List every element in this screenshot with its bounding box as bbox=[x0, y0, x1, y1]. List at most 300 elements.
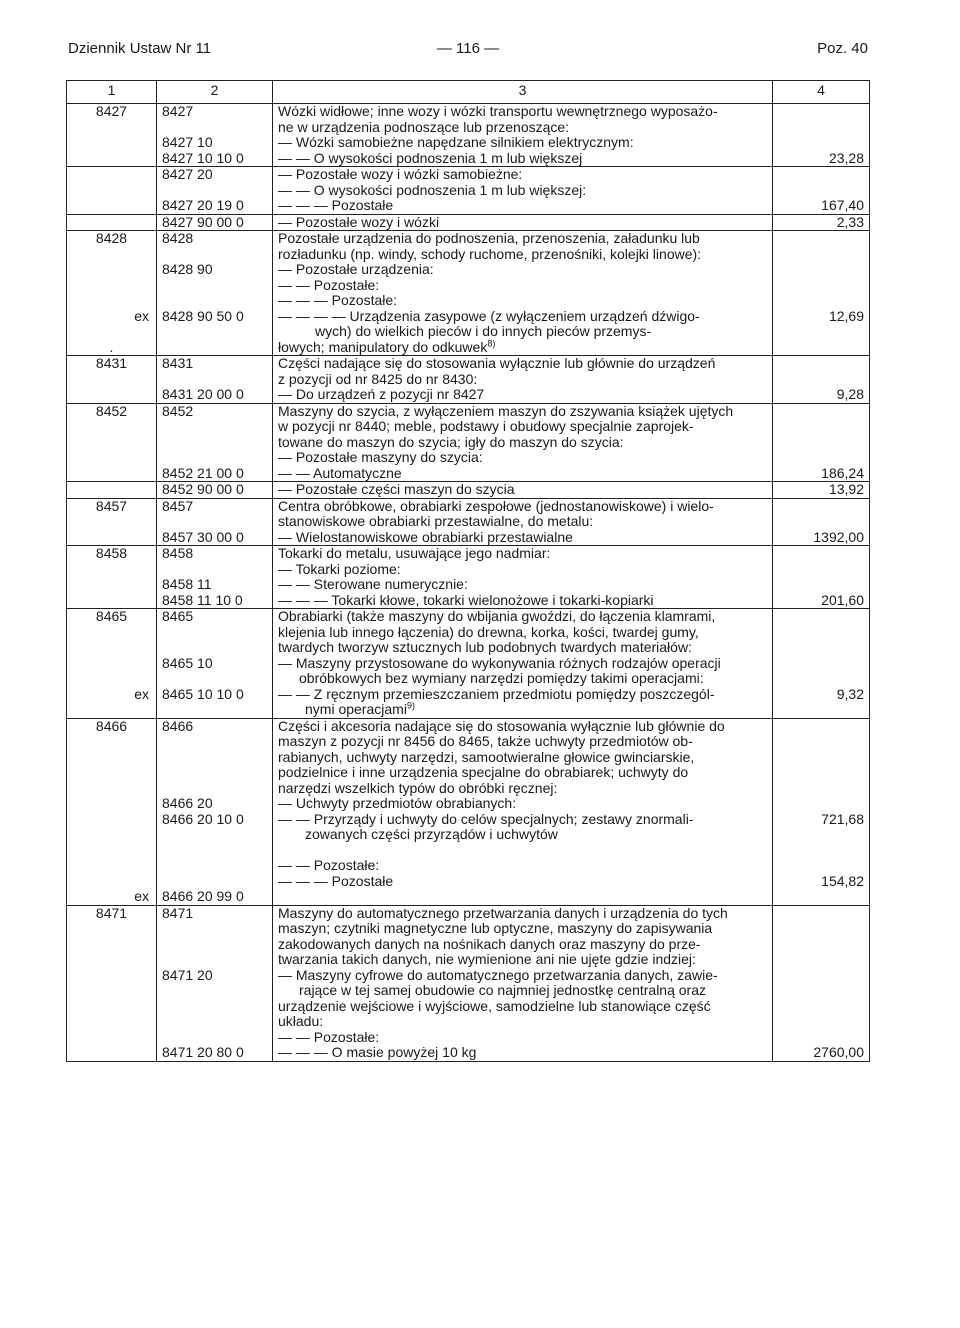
text-line: 8465 bbox=[162, 608, 194, 624]
text-line: 8466 20 99 0 bbox=[162, 888, 244, 904]
text-line bbox=[778, 419, 864, 435]
text-line bbox=[162, 340, 267, 356]
text-line bbox=[778, 278, 864, 294]
text-line: — — — — Urządzenia zasypowe (z wyłączeniem urządzeń dźwigo- bbox=[278, 307, 700, 324]
cn-code-cell bbox=[157, 356, 273, 404]
text-line bbox=[72, 198, 151, 214]
text-line: 8427 20 19 0 bbox=[162, 197, 244, 213]
text-line bbox=[162, 781, 267, 797]
heading-number-cell bbox=[67, 231, 157, 356]
text-line: — — Pozostałe: bbox=[278, 857, 380, 873]
text-line bbox=[778, 921, 864, 937]
text-line: 8465 10 10 0 bbox=[162, 685, 244, 702]
text-line bbox=[72, 135, 151, 151]
text-line bbox=[778, 625, 864, 641]
table-row bbox=[67, 546, 870, 609]
text-line bbox=[72, 796, 151, 812]
text-line: podzielnice i inne urządzenia specjalne do obrabiarek; uchwyty do bbox=[278, 764, 689, 780]
text-line bbox=[72, 151, 151, 167]
text-line bbox=[72, 466, 151, 482]
text-line: Części nadające się do stosowania wyłącznie lub głównie do urządzeń bbox=[278, 355, 716, 371]
text-line bbox=[72, 215, 151, 231]
text-line bbox=[72, 120, 151, 136]
text-line bbox=[162, 671, 267, 687]
text-line: urządzenie wejściowe i wyjściowe, samodzielne lub stanowiące część bbox=[278, 997, 711, 1014]
text-line bbox=[162, 435, 267, 451]
text-line: — Wózki samobieżne napędzane silnikiem elektrycznym: bbox=[278, 134, 634, 150]
text-line bbox=[72, 968, 151, 984]
description-cell bbox=[273, 498, 773, 546]
text-line: ne w urządzenia podnoszące lub przenoszące: bbox=[278, 118, 570, 135]
heading-number-cell bbox=[67, 482, 157, 499]
quota-value-cell bbox=[773, 214, 870, 231]
text-line: — — Pozostałe: bbox=[278, 276, 380, 293]
text-line bbox=[72, 983, 151, 999]
text-line: towane do maszyn do szycia; igły do maszyn do szycia: bbox=[278, 433, 624, 450]
text-line: ex bbox=[134, 685, 149, 702]
cn-code-cell bbox=[157, 905, 273, 1061]
table-row bbox=[67, 905, 870, 1061]
text-line: 8428 bbox=[95, 230, 128, 246]
description-cell bbox=[273, 231, 773, 356]
text-line bbox=[162, 247, 267, 263]
text-line: 167,40 bbox=[821, 197, 864, 213]
text-line bbox=[162, 278, 267, 294]
description-cell bbox=[273, 214, 773, 231]
text-line: 8427 bbox=[95, 103, 128, 119]
text-line bbox=[162, 874, 267, 890]
text-line bbox=[162, 765, 267, 781]
table-row bbox=[67, 167, 870, 215]
description-cell bbox=[273, 546, 773, 609]
text-line: 8457 bbox=[95, 497, 128, 514]
text-line: 8427 10 10 0 bbox=[162, 149, 244, 166]
text-line bbox=[72, 999, 151, 1015]
text-line: — Pozostałe wozy i wózki bbox=[278, 213, 440, 230]
text-line bbox=[162, 120, 267, 136]
text-line bbox=[162, 640, 267, 656]
text-line bbox=[778, 656, 864, 672]
text-line: Maszyny do automatycznego przetwarzania danych i urządzenia do tych bbox=[278, 904, 728, 921]
heading-number-cell bbox=[67, 905, 157, 1061]
text-line: z pozycji od nr 8425 do nr 8430: bbox=[278, 370, 478, 387]
text-line bbox=[278, 843, 767, 859]
text-line: — Maszyny cyfrowe do automatycznego przetwarzania danych, zawie- bbox=[278, 966, 718, 983]
text-line bbox=[162, 702, 267, 718]
text-line bbox=[778, 135, 864, 151]
text-line bbox=[72, 952, 151, 968]
description-cell bbox=[273, 482, 773, 499]
text-line bbox=[72, 593, 151, 609]
text-line bbox=[278, 889, 767, 905]
text-line bbox=[72, 765, 151, 781]
quota-value-cell bbox=[773, 482, 870, 499]
text-line bbox=[72, 843, 151, 859]
text-line bbox=[72, 514, 151, 530]
quota-value-cell bbox=[773, 905, 870, 1061]
text-line: rozładunku (np. windy, schody ruchome, przenośniki, kolejki linowe): bbox=[278, 245, 702, 262]
text-line bbox=[72, 262, 151, 278]
table-row bbox=[67, 104, 870, 167]
text-line bbox=[778, 183, 864, 199]
text-line: 8431 bbox=[95, 355, 128, 371]
text-line: — — O wysokości podnoszenia 1 m lub większej bbox=[278, 149, 583, 166]
heading-number-cell bbox=[67, 403, 157, 482]
text-line: — — — O masie powyżej 10 kg bbox=[278, 1044, 477, 1060]
text-line: 23,28 bbox=[828, 149, 864, 166]
text-line: — — Z ręcznym przemieszczaniem przedmiotu pomiędzy poszczegól- bbox=[278, 685, 715, 702]
text-line bbox=[72, 387, 151, 403]
table-row bbox=[67, 718, 870, 905]
heading-number-cell bbox=[67, 167, 157, 215]
text-line bbox=[72, 874, 151, 890]
text-line: Maszyny do szycia, z wyłączeniem maszyn do zszywania książek ujętych bbox=[278, 402, 734, 419]
text-line: 8452 bbox=[95, 402, 128, 419]
text-line bbox=[72, 562, 151, 578]
table-row bbox=[67, 482, 870, 499]
text-line bbox=[162, 419, 267, 435]
text-line: 8466 bbox=[95, 717, 128, 734]
footnote-marker: 8) bbox=[487, 337, 496, 348]
heading-number-cell bbox=[67, 546, 157, 609]
text-line bbox=[72, 656, 151, 672]
text-line bbox=[72, 183, 151, 199]
quota-value-cell bbox=[773, 403, 870, 482]
text-line bbox=[72, 1045, 151, 1061]
text-line bbox=[778, 324, 864, 340]
quota-value-cell bbox=[773, 609, 870, 719]
column-header-3: 3 bbox=[273, 81, 773, 104]
text-line: 2760,00 bbox=[813, 1044, 864, 1060]
cn-code-cell bbox=[157, 482, 273, 499]
text-line: Obrabiarki (także maszyny do wbijania gwoździ, do łączenia klamrami, bbox=[278, 608, 716, 624]
text-line: 8458 bbox=[162, 545, 194, 561]
text-line bbox=[72, 530, 151, 546]
text-line bbox=[72, 419, 151, 435]
text-line: 8452 90 00 0 bbox=[162, 481, 244, 497]
text-line bbox=[778, 247, 864, 263]
cn-code-cell bbox=[157, 167, 273, 215]
text-line bbox=[162, 324, 267, 340]
text-line bbox=[162, 293, 267, 309]
text-line: zowanych części przyrządów i uchwytów bbox=[305, 826, 558, 842]
text-line: 8427 10 bbox=[162, 134, 213, 150]
text-line bbox=[778, 702, 864, 718]
text-line: Tokarki do metalu, usuwające jego nadmiar: bbox=[278, 545, 551, 561]
text-line bbox=[778, 796, 864, 812]
text-line: 8458 bbox=[95, 545, 128, 561]
text-line: rabianych, uchwyty narzędzi, samootwieralne głowice gwinciarskie, bbox=[278, 748, 695, 765]
heading-number-cell bbox=[67, 609, 157, 719]
text-line: stanowiskowe obrabiarki przestawialne, do metalu: bbox=[278, 513, 594, 529]
text-line bbox=[778, 719, 864, 735]
table-row bbox=[67, 498, 870, 546]
quota-value-cell bbox=[773, 718, 870, 905]
text-line: 8427 90 00 0 bbox=[162, 213, 244, 230]
text-line bbox=[162, 750, 267, 766]
page-header bbox=[68, 41, 868, 59]
text-line bbox=[72, 625, 151, 641]
text-line: wych) do wielkich pieców i do innych pieców przemys- bbox=[315, 323, 652, 339]
text-line: 8466 bbox=[162, 717, 194, 734]
text-line bbox=[778, 404, 864, 420]
text-line bbox=[778, 937, 864, 953]
text-line bbox=[778, 858, 864, 874]
text-line bbox=[72, 921, 151, 937]
text-line: 8428 90 bbox=[162, 261, 213, 277]
text-line: obróbkowych bez wymiany narzędzi pomiędzy takimi operacjami: bbox=[299, 670, 704, 686]
text-line bbox=[778, 640, 864, 656]
text-line bbox=[72, 167, 151, 183]
text-line: 8431 20 00 0 bbox=[162, 386, 244, 402]
tariff-table bbox=[66, 80, 870, 1062]
table-header bbox=[67, 81, 870, 104]
text-line bbox=[778, 671, 864, 687]
text-line bbox=[778, 546, 864, 562]
text-line bbox=[162, 827, 267, 843]
text-line: 12,69 bbox=[828, 307, 864, 324]
text-line bbox=[778, 827, 864, 843]
text-line bbox=[162, 1030, 267, 1046]
heading-number-cell bbox=[67, 718, 157, 905]
text-line: 8458 11 bbox=[162, 576, 212, 592]
text-line: . bbox=[109, 338, 114, 355]
text-line bbox=[72, 435, 151, 451]
text-line: — — Automatyczne bbox=[278, 464, 402, 481]
cn-code-cell bbox=[157, 104, 273, 167]
description-cell bbox=[273, 356, 773, 404]
text-line bbox=[778, 765, 864, 781]
description-cell bbox=[273, 718, 773, 905]
heading-number-cell bbox=[67, 356, 157, 404]
text-line: 8452 21 00 0 bbox=[162, 464, 244, 481]
text-line bbox=[778, 1014, 864, 1030]
column-header-2: 2 bbox=[157, 81, 273, 104]
text-line bbox=[162, 999, 267, 1015]
text-line: Wózki widłowe; inne wozy i wózki transportu wewnętrznego wyposażo- bbox=[278, 103, 718, 119]
text-line bbox=[162, 183, 267, 199]
text-line: Centra obróbkowe, obrabiarki zespołowe (jednostanowiskowe) i wielo- bbox=[278, 497, 714, 514]
cn-code-cell bbox=[157, 546, 273, 609]
text-line: 2,33 bbox=[836, 213, 864, 230]
text-line: — Maszyny przystosowane do wykonywania różnych rodzajów operacji bbox=[278, 654, 721, 671]
quota-value-cell bbox=[773, 167, 870, 215]
text-line: — Pozostałe maszyny do szycia: bbox=[278, 449, 483, 465]
text-line bbox=[778, 999, 864, 1015]
page-number: — 116 — bbox=[436, 40, 500, 57]
text-line: 8458 11 10 0 bbox=[162, 591, 243, 608]
cn-code-cell bbox=[157, 231, 273, 356]
text-line bbox=[778, 750, 864, 766]
heading-number-cell bbox=[67, 214, 157, 231]
position-number: Poz. 40 bbox=[817, 40, 868, 57]
text-line bbox=[72, 812, 151, 828]
text-line bbox=[162, 450, 267, 466]
text-line bbox=[72, 482, 151, 498]
table-row bbox=[67, 231, 870, 356]
text-line: — — Pozostałe: bbox=[278, 1028, 380, 1045]
text-line bbox=[72, 372, 151, 388]
text-line: 8452 bbox=[162, 402, 194, 419]
heading-number-cell bbox=[67, 104, 157, 167]
text-line: twardych tworzyw sztucznych lub podobnych twardych materiałów: bbox=[278, 639, 692, 655]
text-line: 186,24 bbox=[821, 464, 864, 481]
text-line bbox=[778, 450, 864, 466]
text-line: 8427 20 bbox=[162, 166, 213, 182]
text-line bbox=[778, 435, 864, 451]
text-line: — — O wysokości podnoszenia 1 m lub większej: bbox=[278, 181, 587, 198]
text-line bbox=[778, 120, 864, 136]
text-line: rające w tej samej obudowie co najmniej jednostkę centralną oraz bbox=[299, 982, 706, 998]
text-line bbox=[72, 1030, 151, 1046]
text-line bbox=[162, 372, 267, 388]
text-line bbox=[778, 983, 864, 999]
text-line: maszyn z pozycji nr 8456 do 8465, także uchwyty przedmiotów ob- bbox=[278, 733, 693, 749]
text-line: Pozostałe urządzenia do podnoszenia, przenoszenia, załadunku lub bbox=[278, 230, 700, 246]
text-line bbox=[778, 104, 864, 120]
description-cell bbox=[273, 905, 773, 1061]
column-header-1: 1 bbox=[67, 81, 157, 104]
table-row bbox=[67, 356, 870, 404]
text-line: — Pozostałe części maszyn do szycia bbox=[278, 481, 515, 497]
text-line bbox=[778, 609, 864, 625]
text-line: 154,82 bbox=[821, 872, 864, 889]
text-line bbox=[72, 278, 151, 294]
text-line bbox=[778, 968, 864, 984]
description-cell bbox=[273, 609, 773, 719]
text-line bbox=[778, 781, 864, 797]
text-line bbox=[72, 324, 151, 340]
text-line: ex bbox=[134, 307, 149, 324]
text-line bbox=[72, 734, 151, 750]
text-line bbox=[778, 340, 864, 356]
text-line: — — — Pozostałe: bbox=[278, 292, 398, 308]
text-line: Części i akcesoria nadające się do stosowania wyłącznie lub głównie do bbox=[278, 717, 725, 734]
text-line bbox=[778, 577, 864, 593]
table-row bbox=[67, 214, 870, 231]
text-line bbox=[162, 858, 267, 874]
text-line bbox=[72, 750, 151, 766]
text-line: — Pozostałe urządzenia: bbox=[278, 261, 434, 277]
text-line bbox=[72, 1014, 151, 1030]
text-line: 8471 20 bbox=[162, 966, 213, 983]
text-line bbox=[72, 671, 151, 687]
description-cell bbox=[273, 167, 773, 215]
text-line bbox=[162, 937, 267, 953]
text-line bbox=[162, 562, 267, 578]
text-line: 8431 bbox=[162, 355, 194, 371]
table-row bbox=[67, 403, 870, 482]
text-line bbox=[162, 843, 267, 859]
text-line bbox=[778, 734, 864, 750]
quota-value-cell bbox=[773, 356, 870, 404]
description-cell bbox=[273, 104, 773, 167]
text-line: narzędzi wszelkich typów do obróbki ręcznej: bbox=[278, 779, 558, 796]
text-line: zakodowanych danych na nośnikach danych oraz maszyny do prze- bbox=[278, 935, 701, 952]
text-line bbox=[162, 514, 267, 530]
text-line bbox=[72, 781, 151, 797]
text-line: 8428 bbox=[162, 230, 194, 246]
text-line: — — Sterowane numerycznie: bbox=[278, 576, 468, 592]
text-line bbox=[72, 640, 151, 656]
text-line bbox=[778, 1030, 864, 1046]
text-line bbox=[778, 262, 864, 278]
text-line: 721,68 bbox=[821, 810, 864, 827]
text-line: 8466 20 10 0 bbox=[162, 810, 244, 827]
text-line: 9,32 bbox=[836, 685, 864, 702]
text-line: — Uchwyty przedmiotów obrabianych: bbox=[278, 795, 517, 811]
text-line bbox=[778, 514, 864, 530]
text-line: 8465 10 bbox=[162, 654, 213, 671]
text-line: układu: bbox=[278, 1013, 324, 1029]
quota-value-cell bbox=[773, 231, 870, 356]
text-line: 8471 bbox=[162, 904, 194, 921]
footnote-marker: 9) bbox=[406, 700, 415, 711]
quota-value-cell bbox=[773, 498, 870, 546]
text-line bbox=[72, 827, 151, 843]
text-line bbox=[162, 734, 267, 750]
cn-code-cell bbox=[157, 609, 273, 719]
text-line bbox=[778, 906, 864, 922]
text-line: twarzania takich danych, nie wymienione ani nie ujęte gdzie indziej: bbox=[278, 951, 696, 967]
text-line bbox=[72, 293, 151, 309]
cn-code-cell bbox=[157, 498, 273, 546]
table-row bbox=[67, 609, 870, 719]
text-line bbox=[162, 983, 267, 999]
text-line bbox=[72, 937, 151, 953]
text-line: — Pozostałe wozy i wózki samobieżne: bbox=[278, 166, 523, 182]
text-line bbox=[72, 247, 151, 263]
text-line bbox=[778, 499, 864, 515]
cn-code-cell bbox=[157, 214, 273, 231]
heading-number-cell bbox=[67, 498, 157, 546]
quota-value-cell bbox=[773, 104, 870, 167]
text-line bbox=[162, 952, 267, 968]
text-line: 8457 30 00 0 bbox=[162, 528, 244, 545]
description-cell bbox=[273, 403, 773, 482]
text-line: — Wielostanowiskowe obrabiarki przestawialne bbox=[278, 528, 573, 545]
text-line bbox=[778, 167, 864, 183]
text-line bbox=[778, 293, 864, 309]
text-line: maszyn; czytniki magnetyczne lub optyczne, maszyny do zapisywania bbox=[278, 920, 713, 936]
text-line: 13,92 bbox=[828, 481, 864, 497]
text-line: ex bbox=[134, 888, 149, 904]
table-body bbox=[67, 104, 870, 1062]
text-line bbox=[778, 843, 864, 859]
text-line: — — — Pozostałe bbox=[278, 872, 394, 889]
text-line bbox=[162, 1014, 267, 1030]
text-line: 201,60 bbox=[821, 591, 864, 608]
text-line bbox=[778, 372, 864, 388]
text-line: — — — Tokarki kłowe, tokarki wielonożowe i tokarki-kopiarki bbox=[278, 591, 654, 608]
text-line bbox=[72, 450, 151, 466]
text-line: klejenia lub innego łączenia) do drewna, korka, kości, twardej gumy, bbox=[278, 623, 699, 640]
text-line bbox=[162, 921, 267, 937]
text-line: 8466 20 bbox=[162, 795, 213, 811]
cn-code-cell bbox=[157, 403, 273, 482]
text-line: 8428 90 50 0 bbox=[162, 307, 244, 324]
column-header-4: 4 bbox=[773, 81, 870, 104]
text-line: 8465 bbox=[95, 608, 128, 624]
text-line: 8457 bbox=[162, 497, 194, 514]
text-line bbox=[72, 858, 151, 874]
text-line: 1392,00 bbox=[813, 528, 864, 545]
text-line: 8471 bbox=[95, 904, 128, 921]
text-line: — Tokarki poziome: bbox=[278, 560, 401, 577]
text-line bbox=[778, 562, 864, 578]
text-line: — — — Pozostałe bbox=[278, 197, 394, 213]
text-line bbox=[778, 889, 864, 905]
